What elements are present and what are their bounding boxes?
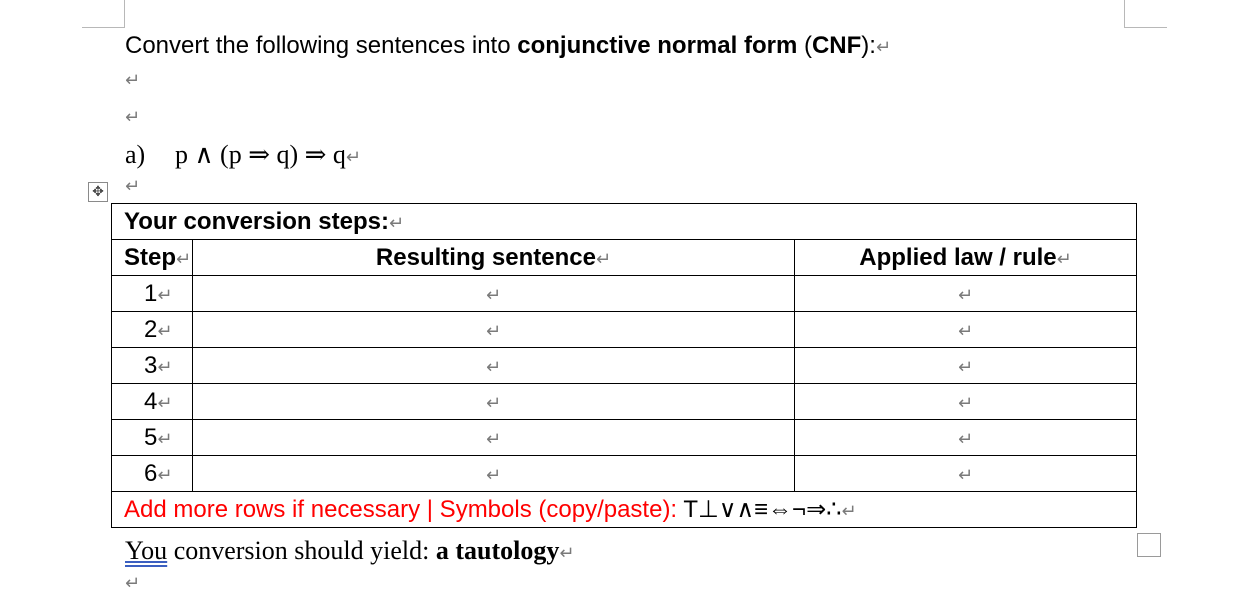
intro-bold-cnf-name: conjunctive normal form (517, 32, 798, 59)
step-number: 2 (144, 315, 158, 343)
law-cell[interactable] (795, 276, 1137, 312)
table-row (112, 348, 1137, 384)
header-step[interactable] (112, 240, 193, 276)
table-move-handle-icon[interactable]: ✥ (88, 182, 108, 202)
item-formula: p ∧ (p ⇒ q) ⇒ q (175, 140, 346, 169)
header-applied-law[interactable] (795, 240, 1137, 276)
law-cell[interactable] (795, 456, 1137, 492)
footer-note: Add more rows if necessary | Symbols (copy/paste): (124, 496, 684, 523)
paragraph-mark: ↵ (485, 284, 502, 306)
paragraph-mark: ↵ (345, 147, 362, 168)
header-resulting-sentence[interactable] (193, 240, 795, 276)
sentence-cell[interactable] (193, 312, 795, 348)
step-number: 6 (144, 459, 158, 487)
paragraph-mark: ↵ (157, 284, 173, 306)
paragraph-mark: ↵ (157, 428, 173, 450)
paragraph-mark: ↵ (957, 320, 974, 342)
sentence-cell[interactable] (193, 456, 795, 492)
table-row (112, 312, 1137, 348)
paragraph-mark: ↵ (957, 392, 974, 414)
symbols-footer-cell[interactable] (112, 492, 1137, 528)
table-row (112, 384, 1137, 420)
paragraph-mark: ↵ (957, 284, 974, 306)
intro-prefix: Convert the following sentences into (125, 32, 518, 59)
table-resize-handle[interactable] (1137, 533, 1161, 557)
table-row (112, 420, 1137, 456)
paragraph-mark: ↵ (595, 248, 612, 270)
header-sentence-label: Resulting sentence (375, 243, 596, 271)
exercise-item-a[interactable] (125, 140, 361, 170)
law-cell[interactable] (795, 420, 1137, 456)
result-text: conversion should yield: (167, 536, 436, 565)
instruction-line[interactable] (125, 32, 891, 60)
page-margin-corner-top-right (1124, 0, 1167, 28)
paragraph-mark: ↵ (875, 37, 892, 58)
item-label: a) (125, 140, 146, 169)
sentence-cell[interactable] (193, 420, 795, 456)
step-number: 5 (144, 423, 158, 451)
paragraph-mark: ↵ (957, 464, 974, 486)
paragraph-mark: ↵ (388, 212, 405, 234)
table-caption-cell[interactable] (112, 204, 1137, 240)
page-margin-corner-top-left (82, 0, 125, 28)
paragraph-mark: ↵ (957, 428, 974, 450)
step-number: 1 (144, 279, 158, 307)
step-cell[interactable] (112, 456, 193, 492)
paragraph-mark: ↵ (559, 543, 575, 564)
law-cell[interactable] (795, 312, 1137, 348)
paragraph-mark: ↵ (157, 392, 173, 414)
paragraph-mark: ↵ (485, 428, 502, 450)
step-number: 3 (144, 351, 158, 379)
intro-suffix: ): (861, 32, 876, 59)
paragraph-mark: ↵ (157, 464, 173, 486)
paragraph-mark: ↵ (176, 248, 192, 270)
table-row (112, 456, 1137, 492)
conversion-steps-table[interactable] (111, 203, 1137, 528)
sentence-cell[interactable] (193, 276, 795, 312)
result-bold: a tautology (435, 536, 560, 565)
empty-paragraph-mark[interactable]: ↵ (125, 176, 141, 197)
table-caption: Your conversion steps: (124, 207, 389, 235)
paragraph-mark: ↵ (485, 320, 502, 342)
empty-paragraph-mark[interactable]: ↵ (125, 70, 141, 91)
intro-open: ( (797, 32, 812, 59)
paragraph-mark: ↵ (157, 356, 173, 378)
result-line[interactable] (125, 536, 574, 566)
paragraph-mark: ↵ (485, 464, 502, 486)
table-row (112, 276, 1137, 312)
paragraph-mark: ↵ (485, 356, 502, 378)
law-cell[interactable] (795, 384, 1137, 420)
law-cell[interactable] (795, 348, 1137, 384)
step-cell[interactable] (112, 276, 193, 312)
result-you: You (125, 536, 168, 565)
step-cell[interactable] (112, 420, 193, 456)
sentence-cell[interactable] (193, 384, 795, 420)
intro-bold-cnf-abbr: CNF (811, 32, 862, 59)
step-cell[interactable] (112, 312, 193, 348)
step-cell[interactable] (112, 384, 193, 420)
step-cell[interactable] (112, 348, 193, 384)
paragraph-mark: ↵ (485, 392, 502, 414)
header-step-label: Step (124, 243, 177, 271)
sentence-cell[interactable] (193, 348, 795, 384)
paragraph-mark: ↵ (957, 356, 974, 378)
paragraph-mark: ↵ (841, 501, 857, 522)
empty-paragraph-mark[interactable]: ↵ (125, 573, 141, 594)
step-number: 4 (144, 387, 158, 415)
empty-paragraph-mark[interactable]: ↵ (125, 107, 141, 128)
header-law-label: Applied law / rule (859, 243, 1057, 271)
paragraph-mark: ↵ (1056, 248, 1072, 270)
symbols-list[interactable]: T⊥∨∧≡⇔¬⇒∴ (683, 496, 842, 523)
paragraph-mark: ↵ (157, 320, 173, 342)
